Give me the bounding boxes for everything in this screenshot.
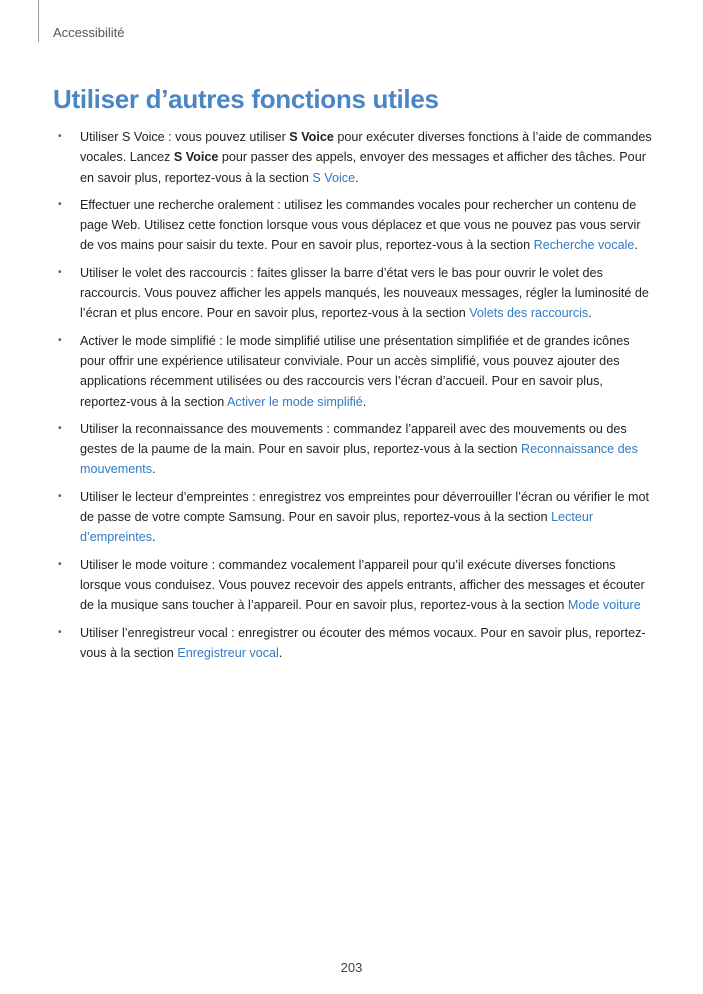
list-item: • Utiliser le lecteur d’empreintes : enregistrez vos empreintes pour déverrouiller l’écran ou vérifier le mot de passe de votre compte Samsung. Pour en savoir plus, reportez-vous à la section Lecteur d’empreintes. <box>56 487 656 548</box>
section-link-volets-des-raccourcis[interactable]: Volets des raccourcis <box>469 306 589 321</box>
bullet-icon: • <box>58 334 62 346</box>
list-item: • Utiliser le mode voiture : commandez vocalement l’appareil pour qu’il exécute diverses fonctions lorsque vous conduisez. Vous pouvez recevoir des appels entrants, afficher des messages et écouter de la musique sans toucher à l’appareil. Pour en savoir plus, reportez-vous à la section Mode voiture <box>56 555 656 616</box>
section-link-mode-simplifie[interactable]: Activer le mode simplifié <box>227 394 363 409</box>
page-number: 203 <box>340 960 363 975</box>
list-item: • Activer le mode simplifié : le mode simplifié utilise une présentation simplifiée et de grandes icônes pour offrir une expérience utilisateur conviviale. Pour un accès simplifié, vous pouvez ajouter des applications récemment utilisées ou des raccourcis vers l’écran d’accueil. Pour en savoir plus, reportez-vous à la section Activer le mode simplifié. <box>56 331 656 412</box>
bullet-icon: • <box>58 558 62 570</box>
bullet-icon: • <box>58 131 62 142</box>
bullet-icon: • <box>58 626 62 638</box>
feature-list <box>56 127 656 670</box>
page-title: Utiliser d’autres fonctions utiles <box>53 84 439 114</box>
section-link-recherche-vocale[interactable]: Recherche vocale <box>533 238 635 253</box>
list-item: • Utiliser la reconnaissance des mouvements : commandez l’appareil avec des mouvements ou des gestes de la paume de la main. Pour en savoir plus, reportez-vous à la section Reconnaissance des mouvements. <box>56 419 656 480</box>
list-item: • Utiliser le volet des raccourcis : faites glisser la barre d’état vers le bas pour ouvrir le volet des raccourcis. Vous pouvez afficher les appels manqués, les nouveaux messages, régler la luminosité de l’écran et plus encore. Pour en savoir plus, reportez-vous à la section Volets des raccourcis. <box>56 263 656 324</box>
bullet-icon: • <box>58 198 62 210</box>
list-item: • Effectuer une recherche oralement : utilisez les commandes vocales pour rechercher un contenu de page Web. Utilisez cette fonction lorsque vous vous déplacez et que vous ne pouvez pas vous servir de vos mains pour saisir du texte. Pour en savoir plus, reportez-vous à la section Recherche vocale. <box>56 195 656 256</box>
app-name: S Voice <box>289 130 334 144</box>
bullet-icon: • <box>58 490 62 502</box>
app-name: S Voice <box>173 150 219 165</box>
list-item: • Utiliser l’enregistreur vocal : enregistrer ou écouter des mémos vocaux. Pour en savoir plus, reportez-vous à la section Enregistreur vocal. <box>56 623 656 664</box>
bullet-icon: • <box>58 266 62 278</box>
list-item: • Utiliser S Voice : vous pouvez utiliser S Voice pour exécuter diverses fonctions à l’aide de commandes vocales. Lancez S Voice pour passer des appels, envoyer des messages et afficher des tâches. Pour en savoir plus, reportez-vous à la section S Voice. <box>56 127 656 188</box>
section-link-reconnaissance-mouvements[interactable]: Reconnaissance des mouvements <box>80 442 638 477</box>
section-link-s-voice[interactable]: S Voice <box>312 170 356 185</box>
section-link-mode-voiture[interactable]: Mode voiture <box>567 598 641 613</box>
bullet-icon: • <box>58 422 62 434</box>
section-link-enregistreur-vocal[interactable]: Enregistreur vocal <box>177 645 279 660</box>
section-link-lecteur-empreintes[interactable]: Lecteur d’empreintes <box>80 510 594 545</box>
header-divider <box>38 0 39 42</box>
section-header: Accessibilité <box>53 25 125 40</box>
